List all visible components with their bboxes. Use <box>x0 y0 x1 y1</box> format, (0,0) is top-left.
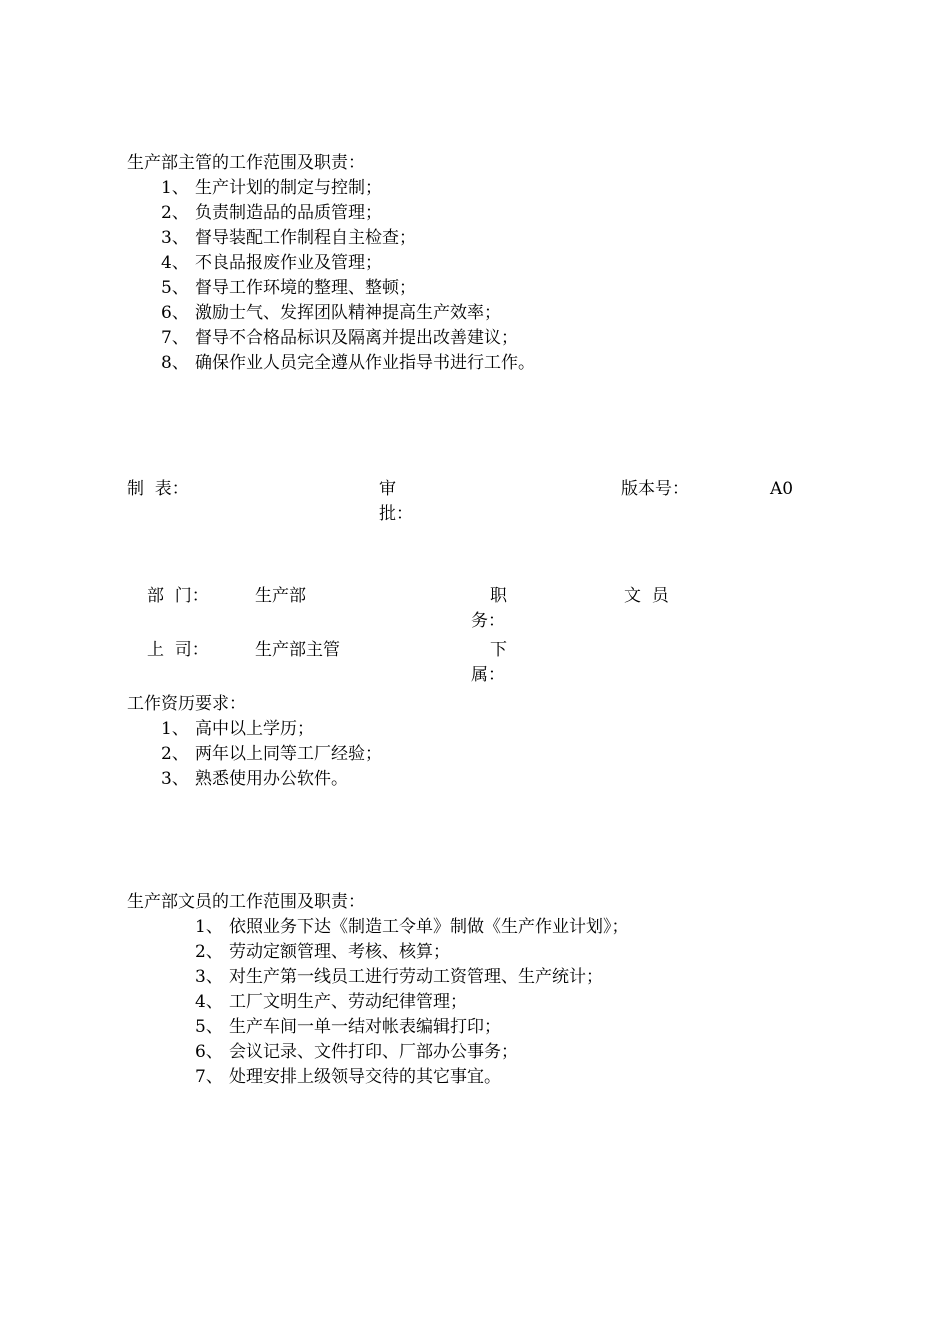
item-number: 8、 <box>161 353 189 373</box>
item-number: 2、 <box>195 942 223 962</box>
list-item <box>161 326 518 351</box>
item-text: 处理安排上级领导交待的其它事宜。 <box>229 1067 501 1087</box>
item-number: 7、 <box>195 1067 223 1087</box>
list-item <box>161 301 501 326</box>
item-number: 1、 <box>161 719 189 739</box>
subordinate-label-line2: 属： <box>471 665 505 685</box>
list-item <box>161 251 382 276</box>
item-number: 3、 <box>161 769 189 789</box>
item-number: 4、 <box>161 253 189 273</box>
item-text: 不良品报废作业及管理； <box>195 253 382 273</box>
item-text: 生产计划的制定与控制； <box>195 178 382 198</box>
list-item <box>161 201 382 226</box>
dept-value: 生产部 <box>255 586 306 606</box>
section1-title: 生产部主管的工作范围及职责： <box>127 153 365 173</box>
item-text: 工厂文明生产、劳动纪律管理； <box>229 992 467 1012</box>
list-item <box>161 742 382 767</box>
list-item <box>195 965 603 990</box>
item-number: 3、 <box>161 228 189 248</box>
item-text: 激励士气、发挥团队精神提高生产效率； <box>195 303 501 323</box>
item-text: 会议记录、文件打印、厂部办公事务； <box>229 1042 518 1062</box>
list-item <box>161 176 382 201</box>
list-item <box>195 915 629 940</box>
list-item <box>161 226 416 251</box>
position-value: 文 员 <box>624 586 669 606</box>
approve-label-line2: 批： <box>379 504 413 524</box>
item-text: 督导不合格品标识及隔离并提出改善建议； <box>195 328 518 348</box>
item-text: 高中以上学历； <box>195 719 314 739</box>
maker-label: 制 表： <box>127 479 189 499</box>
item-number: 5、 <box>195 1017 223 1037</box>
list-item <box>195 1040 518 1065</box>
list-item <box>195 940 450 965</box>
dept-label: 部 门： <box>147 586 209 606</box>
item-number: 7、 <box>161 328 189 348</box>
list-item <box>195 1015 501 1040</box>
list-item <box>195 990 467 1015</box>
position-label-line1: 职 <box>490 586 507 606</box>
item-text: 劳动定额管理、考核、核算； <box>229 942 450 962</box>
item-text: 负责制造品的品质管理； <box>195 203 382 223</box>
item-text: 对生产第一线员工进行劳动工资管理、生产统计； <box>229 967 603 987</box>
item-number: 2、 <box>161 203 189 223</box>
section2-title: 生产部文员的工作范围及职责： <box>127 892 365 912</box>
position-label-line2: 务： <box>471 611 505 631</box>
version-value: A0 <box>770 479 794 499</box>
superior-label: 上 司： <box>147 640 209 660</box>
item-text: 两年以上同等工厂经验； <box>195 744 382 764</box>
list-item <box>161 717 314 742</box>
item-number: 3、 <box>195 967 223 987</box>
list-item <box>195 1065 501 1090</box>
item-text: 依照业务下达《制造工令单》制做《生产作业计划》； <box>229 917 629 937</box>
approve-label-line1: 审 <box>379 479 396 499</box>
item-text: 熟悉使用办公软件。 <box>195 769 348 789</box>
requirements-title: 工作资历要求： <box>127 694 246 714</box>
item-number: 5、 <box>161 278 189 298</box>
version-label: 版本号： <box>621 479 689 499</box>
item-text: 确保作业人员完全遵从作业指导书进行工作。 <box>195 353 535 373</box>
list-item <box>161 767 348 792</box>
item-number: 6、 <box>161 303 189 323</box>
item-text: 督导工作环境的整理、整顿； <box>195 278 416 298</box>
item-number: 6、 <box>195 1042 223 1062</box>
superior-value: 生产部主管 <box>255 640 340 660</box>
item-number: 2、 <box>161 744 189 764</box>
subordinate-label-line1: 下 <box>490 640 507 660</box>
item-text: 生产车间一单一结对帐表编辑打印； <box>229 1017 501 1037</box>
list-item <box>161 276 416 301</box>
item-number: 1、 <box>161 178 189 198</box>
item-text: 督导装配工作制程自主检查； <box>195 228 416 248</box>
item-number: 1、 <box>195 917 223 937</box>
list-item <box>161 351 535 376</box>
item-number: 4、 <box>195 992 223 1012</box>
